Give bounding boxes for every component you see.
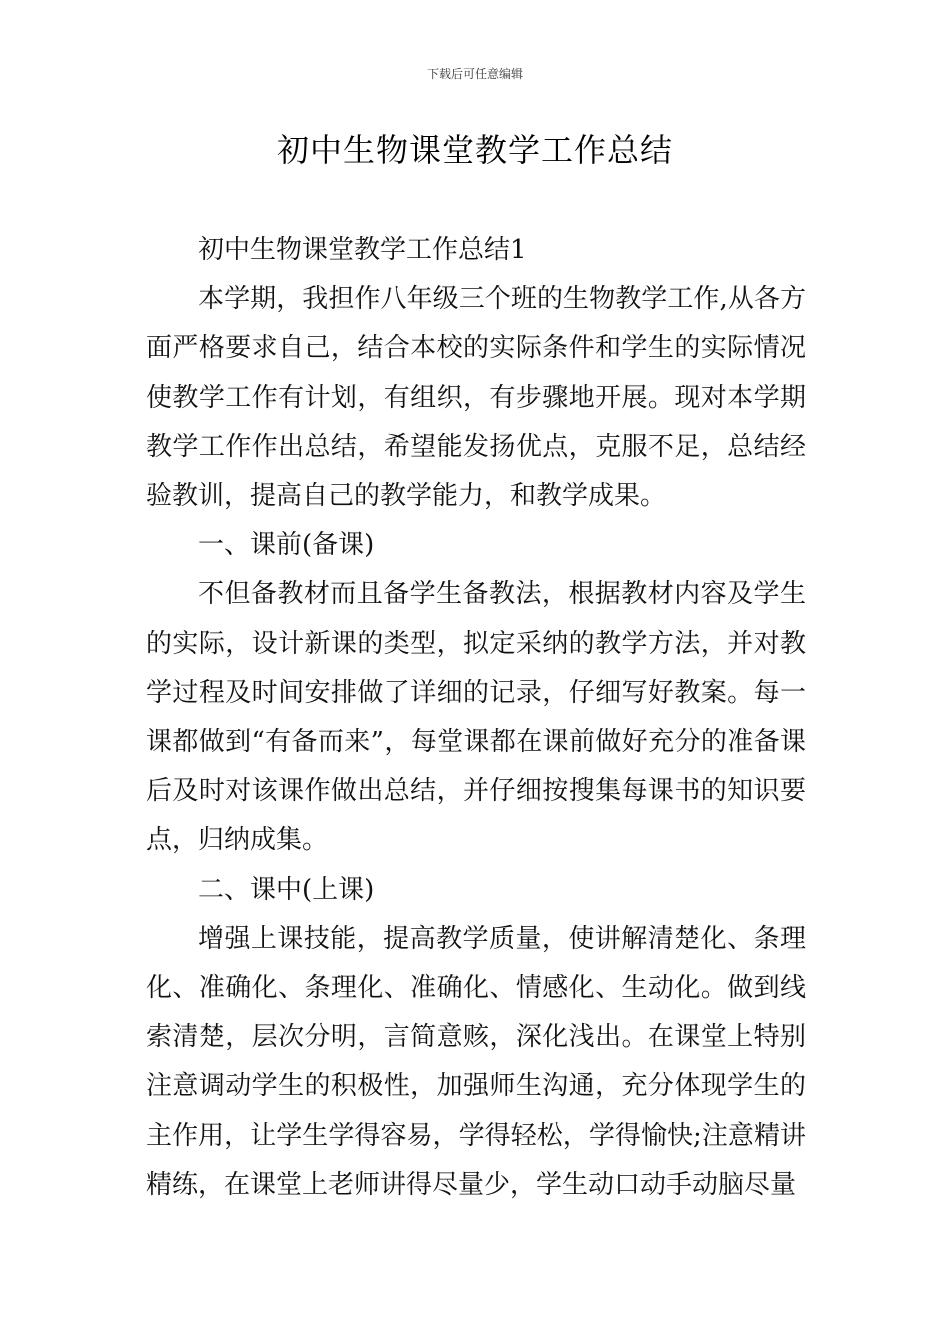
document-body bbox=[146, 226, 806, 1210]
section-heading: 初中生物课堂教学工作总结1 bbox=[198, 235, 527, 265]
paragraph: 增强上课技能，提高教学质量，使讲解清楚化、条理化、准确化、条理化、准确化、情感化、生动化。做到线索清楚，层次分明，言简意赅，深化浅出。在课堂上特别注意调动学生的积极性，加强师生沟通，充分体现学生的主作用，让学生学得容易，学得轻松，学得愉快;注意精讲精练，在课堂上老师讲得尽量少，学生动口动手动脑尽量 bbox=[146, 923, 806, 1200]
paragraph: 本学期，我担作八年级三个班的生物教学工作,从各方面严格要求自己，结合本校的实际条件和学生的实际情况使教学工作有计划，有组织，有步骤地开展。现对本学期教学工作作出总结，希望能发扬优点，克服不足，总结经验教训，提高自己的教学能力，和教学成果。 bbox=[146, 284, 806, 512]
section-heading: 一、课前(备课) bbox=[198, 530, 375, 561]
section-heading: 二、课中(上课) bbox=[198, 874, 375, 905]
header-note: 下载后可任意编辑 bbox=[426, 67, 523, 81]
document-title: 初中生物课堂教学工作总结 bbox=[276, 131, 673, 169]
paragraph: 不但备教材而且备学生备教法，根据教材内容及学生的实际，设计新课的类型，拟定采纳的教学方法，并对教学过程及时间安排做了详细的记录，仔细写好教案。每一课都做到“有备而来”，每堂课都在课前做好充分的准备课后及时对该课作做出总结，并仔细按搜集每课书的知识要点，归纳成集。 bbox=[146, 579, 806, 856]
